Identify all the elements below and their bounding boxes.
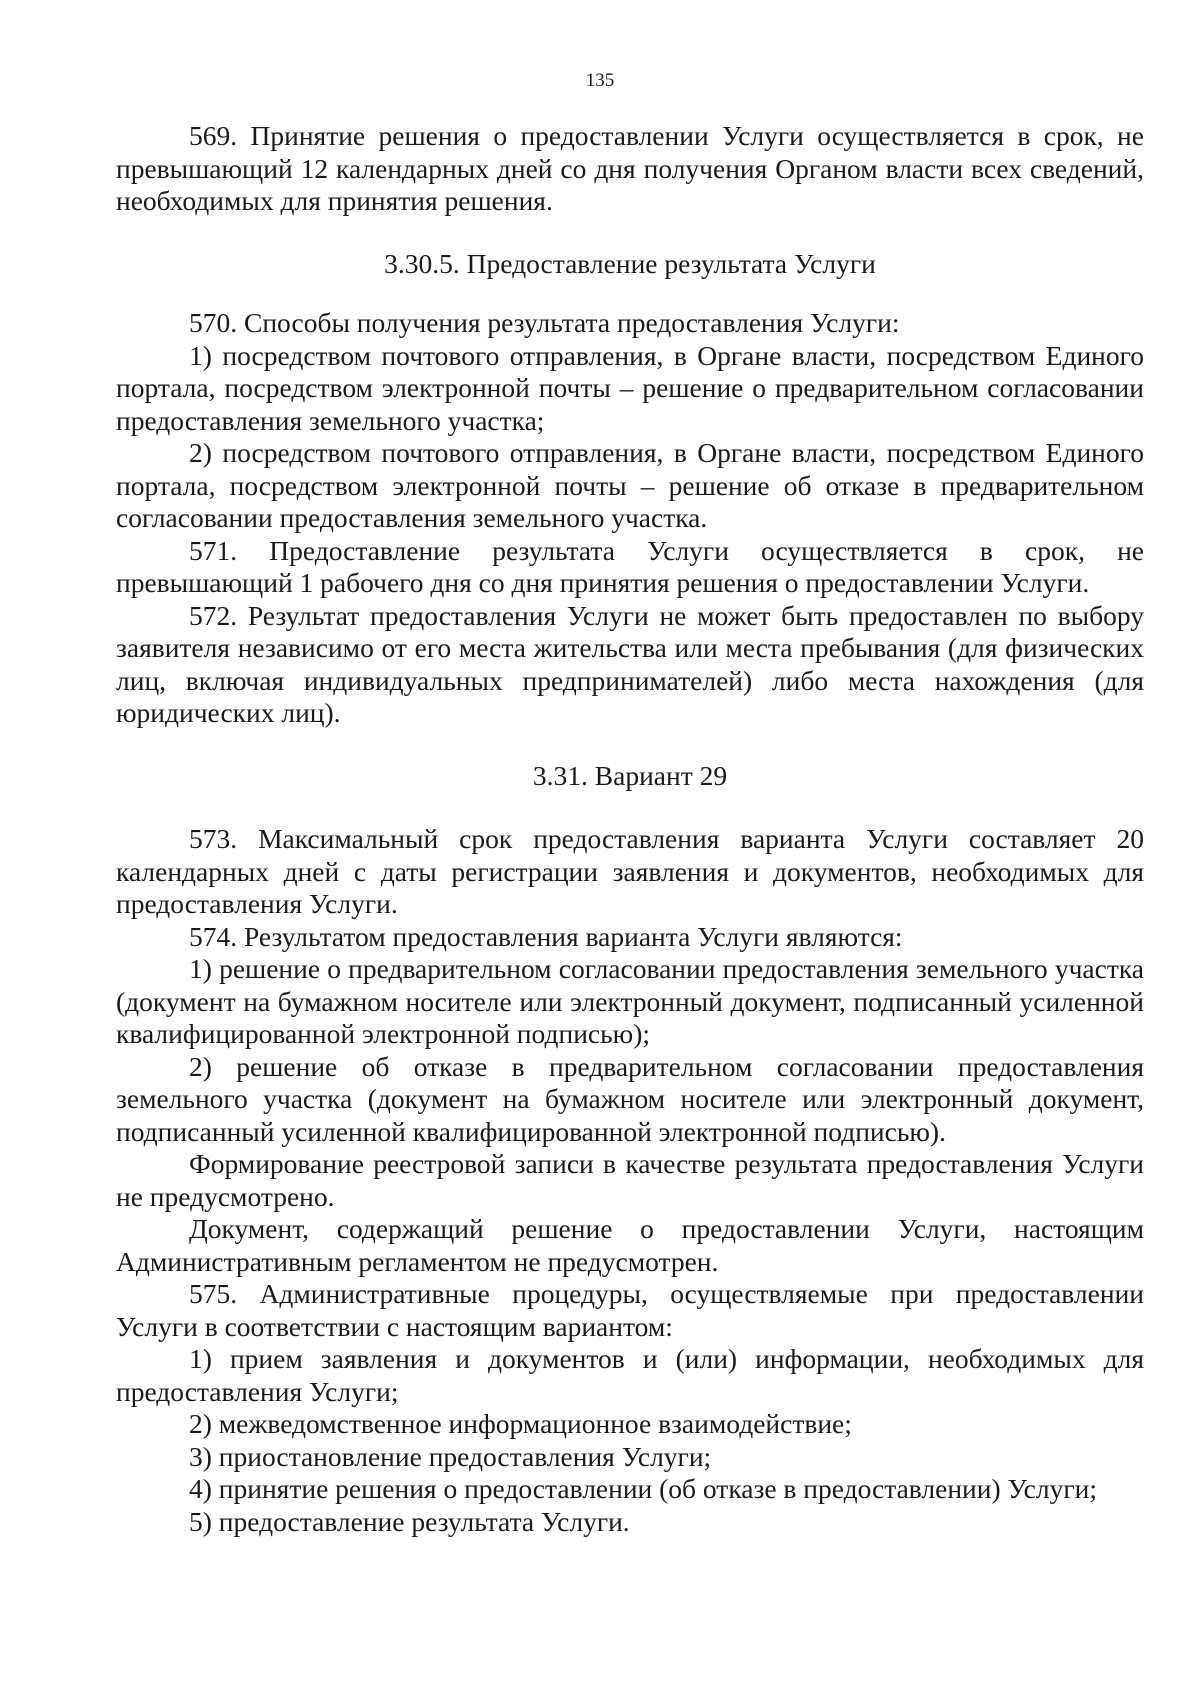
document-body — [116, 120, 1144, 1538]
list-item-574-1: 1) решение о предварительном согласовании предоставления земельного участка (документ на бумажном носителе или электронный документ, подписанный усиленной квалифицированной электронной подписью); — [116, 953, 1144, 1049]
list-item-575-3: 3) приостановление предоставления Услуги; — [189, 1440, 712, 1472]
list-item-570-2: 2) посредством почтового отправления, в Органе власти, посредством Единого портала, посредством электронной почты – решение об отказе в предварительном согласовании предоставления земельного участка. — [116, 437, 1144, 533]
list-item-575-2: 2) межведомственное информационное взаимодействие; — [189, 1408, 852, 1439]
paragraph-571: 571. Предоставление результата Услуги осуществляется в срок, не превышающий 1 рабочего дня со дня принятия решения о предоставлении Услуги. — [116, 534, 1144, 598]
list-item-575-1: 1) прием заявления и документов и (или) информации, необходимых для предоставления Услуги; — [116, 1343, 1144, 1407]
section-heading-3-31: 3.31. Вариант 29 — [532, 759, 728, 791]
paragraph-registry-record: Формирование реестровой записи в качестве результата предоставления Услуги не предусмотрено. — [116, 1148, 1144, 1212]
list-item-575-4: 4) принятие решения о предоставлении (об отказе в предоставлении) Услуги; — [189, 1473, 1097, 1504]
paragraph-573: 573. Максимальный срок предоставления варианта Услуги составляет 20 календарных дней с даты регистрации заявления и документов, необходимых для предоставления Услуги. — [116, 823, 1144, 919]
paragraph-decision-document: Документ, содержащий решение о предоставлении Услуги, настоящим Административным регламентом не предусмотрен. — [116, 1213, 1144, 1277]
list-item-575-5: 5) предоставление результата Услуги. — [189, 1505, 630, 1537]
paragraph-569: 569. Принятие решения о предоставлении Услуги осуществляется в срок, не превышающий 12 календарных дней со дня получения Органом власти всех сведений, необходимых для принятия решения. — [116, 120, 1144, 216]
list-item-574-2: 2) решение об отказе в предварительном согласовании предоставления земельного участка (документ на бумажном носителе или электронный документ, подписанный усиленной квалифицированной электронной подписью). — [116, 1050, 1144, 1147]
paragraph-572: 572. Результат предоставления Услуги не может быть предоставлен по выбору заявителя независимо от его места жительства или места пребывания (для физических лиц, включая индивидуальных предпринимателей) либо места нахождения (для юридических лиц). — [116, 599, 1144, 728]
section-heading-3-30-5: 3.30.5. Предоставление результата Услуги — [384, 247, 876, 279]
list-item-570-1: 1) посредством почтового отправления, в Органе власти, посредством Единого портала, посредством электронной почты – решение о предварительном согласовании предоставления земельного участка; — [116, 339, 1144, 436]
paragraph-570: 570. Способы получения результата предоставления Услуги: — [189, 307, 900, 338]
paragraph-574: 574. Результатом предоставления варианта Услуги являются: — [189, 920, 903, 952]
page-number: 135 — [585, 70, 615, 91]
paragraph-575: 575. Административные процедуры, осуществляемые при предоставлении Услуги в соответствии с настоящим вариантом: — [116, 1278, 1144, 1342]
